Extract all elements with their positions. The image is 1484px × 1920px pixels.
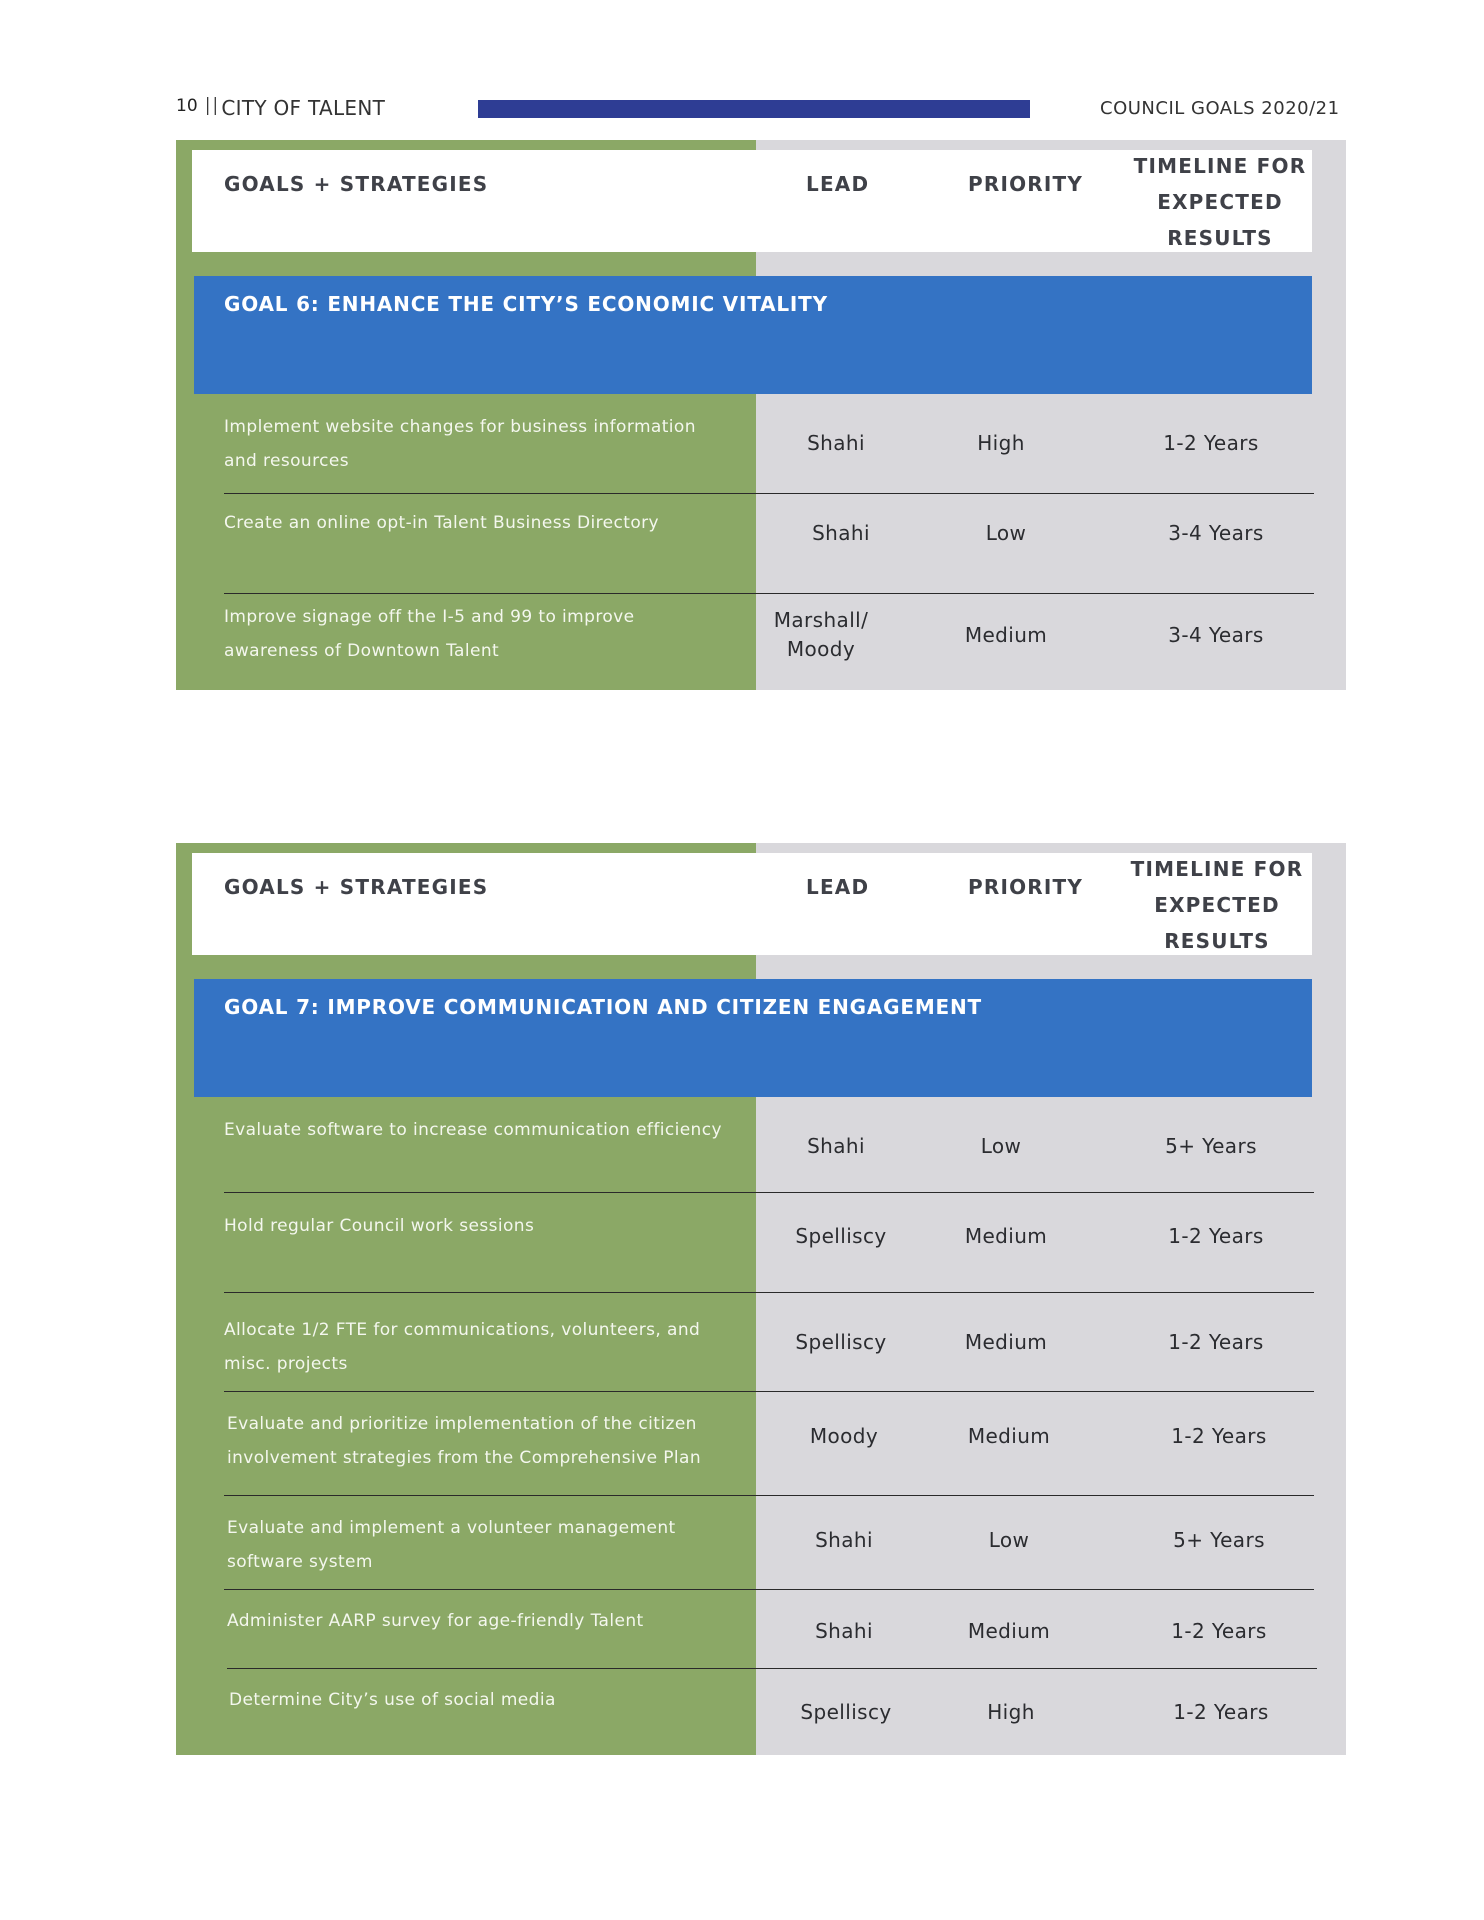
strategy-text: Create an online opt-in Talent Business Directory — [224, 513, 659, 533]
table-row — [176, 1604, 1346, 1674]
lead-cell: Shahi — [815, 1528, 873, 1552]
row-divider — [224, 1292, 1314, 1293]
row-divider — [227, 1668, 1317, 1669]
goal7-table-header — [192, 853, 1312, 955]
lead-cell: Shahi — [807, 431, 865, 455]
strategy-text: Evaluate software to increase communication efficiency — [224, 1120, 722, 1140]
strategy-text: Implement website changes for business information and resources — [224, 417, 696, 471]
strategy-text: Evaluate and implement a volunteer management software system — [227, 1518, 676, 1572]
timeline-cell: 5+ Years — [1165, 1134, 1257, 1158]
timeline-cell: 1-2 Years — [1171, 1619, 1267, 1643]
strategy-text: Determine City’s use of social media — [229, 1690, 556, 1710]
timeline-cell: 3-4 Years — [1168, 623, 1264, 647]
goal6-table-header — [192, 150, 1312, 252]
document-title-text: CITY OF TALENT — [221, 96, 386, 120]
document-title — [204, 92, 385, 121]
table-row — [176, 1209, 1346, 1299]
row-divider — [224, 1192, 1314, 1193]
lead-cell: Spelliscy — [795, 1330, 887, 1354]
lead-cell: Marshall/ Moody — [773, 608, 869, 661]
row-divider — [224, 1391, 1314, 1392]
timeline-cell: 1-2 Years — [1171, 1424, 1267, 1448]
table-row — [176, 1407, 1346, 1497]
header-priority: PRIORITY — [968, 172, 1084, 196]
lead-cell: Spelliscy — [800, 1700, 892, 1724]
lead-cell: Shahi — [812, 521, 870, 545]
priority-cell: Medium — [967, 1619, 1051, 1643]
goal7-table — [176, 843, 1346, 1755]
priority-cell: High — [987, 1700, 1035, 1724]
strategy-text: Evaluate and prioritize implementation of the citizen involvement strategies from the Comprehensive Plan — [227, 1414, 701, 1468]
table-row — [176, 1313, 1346, 1403]
row-divider — [224, 593, 1314, 594]
lead-cell: Shahi — [815, 1619, 873, 1643]
table-row — [176, 1511, 1346, 1601]
table-row — [176, 600, 1346, 690]
goal6-band — [194, 276, 1312, 394]
priority-cell: Low — [980, 1134, 1022, 1158]
priority-cell: Medium — [967, 1424, 1051, 1448]
goal7-title: GOAL 7: IMPROVE COMMUNICATION AND CITIZEN ENGAGEMENT — [224, 995, 982, 1019]
timeline-cell: 1-2 Years — [1163, 431, 1259, 455]
lead-cell: Spelliscy — [795, 1224, 887, 1248]
table-row — [176, 410, 1346, 506]
title-bars: II — [204, 92, 220, 121]
strategy-text: Administer AARP survey for age-friendly Talent — [227, 1611, 644, 1631]
row-divider — [224, 493, 1314, 494]
goal6-title: GOAL 6: ENHANCE THE CITY’S ECONOMIC VITALITY — [224, 292, 828, 316]
row-divider — [224, 1589, 1314, 1590]
page-number: 10 — [176, 96, 198, 116]
header-goals-strategies: GOALS + STRATEGIES — [224, 875, 489, 899]
header-timeline: TIMELINE FOR EXPECTED RESULTS — [1130, 857, 1304, 953]
header-timeline: TIMELINE FOR EXPECTED RESULTS — [1133, 154, 1307, 250]
lead-cell: Moody — [809, 1424, 879, 1448]
timeline-cell: 1-2 Years — [1168, 1224, 1264, 1248]
table-row — [176, 506, 1346, 596]
priority-cell: Medium — [964, 1330, 1048, 1354]
strategy-text: Improve signage off the I-5 and 99 to improve awareness of Downtown Talent — [224, 607, 635, 661]
strategy-text: Hold regular Council work sessions — [224, 1216, 535, 1236]
priority-cell: High — [977, 431, 1025, 455]
header-priority: PRIORITY — [968, 875, 1084, 899]
strategy-text: Allocate 1/2 FTE for communications, volunteers, and misc. projects — [224, 1320, 701, 1374]
header-accent-bar — [478, 100, 1030, 118]
table-row — [176, 1113, 1346, 1203]
goal6-table — [176, 140, 1346, 690]
header-goals-strategies: GOALS + STRATEGIES — [224, 172, 489, 196]
timeline-cell: 3-4 Years — [1168, 521, 1264, 545]
timeline-cell: 5+ Years — [1173, 1528, 1265, 1552]
priority-cell: Medium — [964, 1224, 1048, 1248]
lead-cell: Shahi — [807, 1134, 865, 1158]
row-divider — [224, 1495, 1314, 1496]
priority-cell: Low — [988, 1528, 1030, 1552]
table-row — [176, 1683, 1346, 1753]
timeline-cell: 1-2 Years — [1168, 1330, 1264, 1354]
header-lead: LEAD — [806, 172, 870, 196]
timeline-cell: 1-2 Years — [1173, 1700, 1269, 1724]
goal7-band — [194, 979, 1312, 1097]
header-lead: LEAD — [806, 875, 870, 899]
priority-cell: Medium — [964, 623, 1048, 647]
document-subtitle: COUNCIL GOALS 2020/21 — [1100, 98, 1340, 119]
priority-cell: Low — [985, 521, 1027, 545]
